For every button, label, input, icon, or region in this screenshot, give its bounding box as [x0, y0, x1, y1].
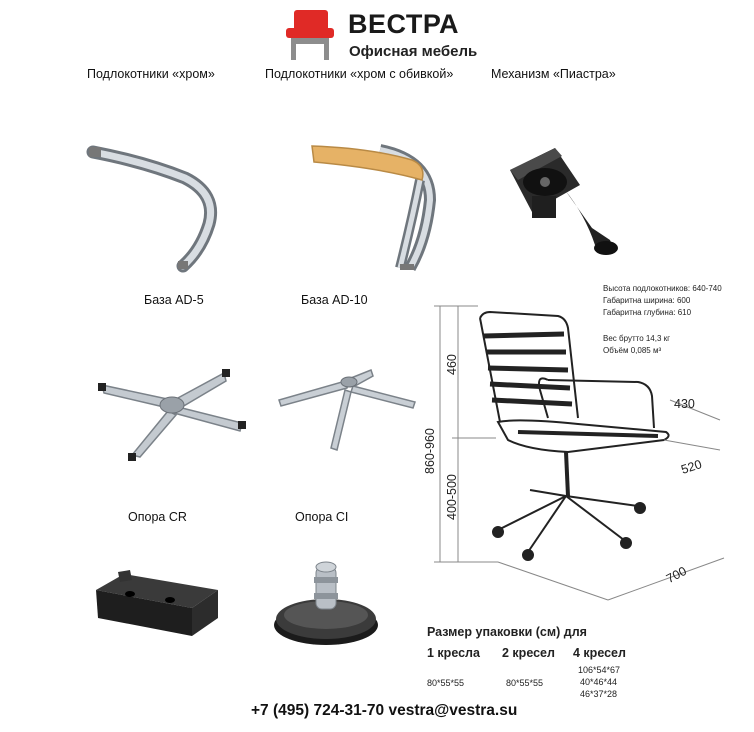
packaging-title: Размер упаковки (см) для	[427, 625, 587, 639]
base-ad10-image	[275, 360, 423, 455]
packaging-col-1-value: 80*55*55	[427, 678, 465, 688]
packaging-col-3-header: 4 кресел	[573, 646, 626, 660]
glide-cr-image	[90, 568, 225, 653]
base-ad5-image	[92, 355, 252, 465]
packaging-col-2-header: 2 кресел	[502, 646, 555, 660]
packaging-col-3-value-3: 46*37*28	[580, 689, 618, 699]
piastra-mechanism-image	[500, 140, 635, 270]
caption-glide-cr: Опора CR	[128, 510, 187, 524]
dim-back-height: 460	[445, 354, 459, 375]
spec-volume: Объём 0,085 м³	[603, 346, 662, 355]
chair-dimension-drawing	[428, 300, 728, 605]
packaging-col-2-value: 80*55*55	[506, 678, 544, 688]
chrome-armrest-image	[85, 140, 225, 275]
glide-ci-image	[270, 553, 382, 653]
spec-depth: Габаритна глубина: 610	[603, 308, 692, 317]
upholstered-armrest-image	[300, 140, 445, 275]
caption-piastra-mechanism: Механизм «Пиастра»	[491, 67, 616, 81]
caption-chrome-armrest: Подлокотники «хром»	[87, 67, 215, 81]
dim-seat-depth: 520	[679, 457, 704, 477]
contact-phone[interactable]: +7 (495) 724-31-70	[251, 702, 385, 719]
dim-armrest-depth: 430	[674, 397, 695, 411]
spec-weight: Вес брутто 14,3 кг	[603, 334, 671, 343]
brand-subtitle: Офисная мебель	[349, 43, 478, 60]
dim-total-height: 860-960	[423, 428, 437, 474]
dim-base-width: 700	[663, 563, 689, 587]
contact-footer	[251, 702, 517, 720]
brand-logo	[284, 8, 336, 62]
spec-width: Габаритна ширина: 600	[603, 296, 691, 305]
packaging-col-1-header: 1 кресла	[427, 646, 480, 660]
packaging-col-3-value-1: 106*54*67	[578, 665, 621, 675]
dim-seat-height: 400-500	[445, 474, 459, 520]
caption-glide-ci: Опора CI	[295, 510, 349, 524]
contact-email[interactable]: vestra@vestra.su	[388, 702, 518, 719]
brand-name: ВЕСТРА	[348, 9, 459, 39]
packaging-col-3-value-2: 40*46*44	[580, 677, 618, 687]
caption-base-ad5: База AD-5	[144, 293, 204, 307]
spec-armrest-height: Высота подлокотников: 640-740	[603, 284, 722, 293]
caption-base-ad10: База AD-10	[301, 293, 368, 307]
caption-upholstered-armrest: Подлокотники «хром с обивкой»	[265, 67, 454, 81]
